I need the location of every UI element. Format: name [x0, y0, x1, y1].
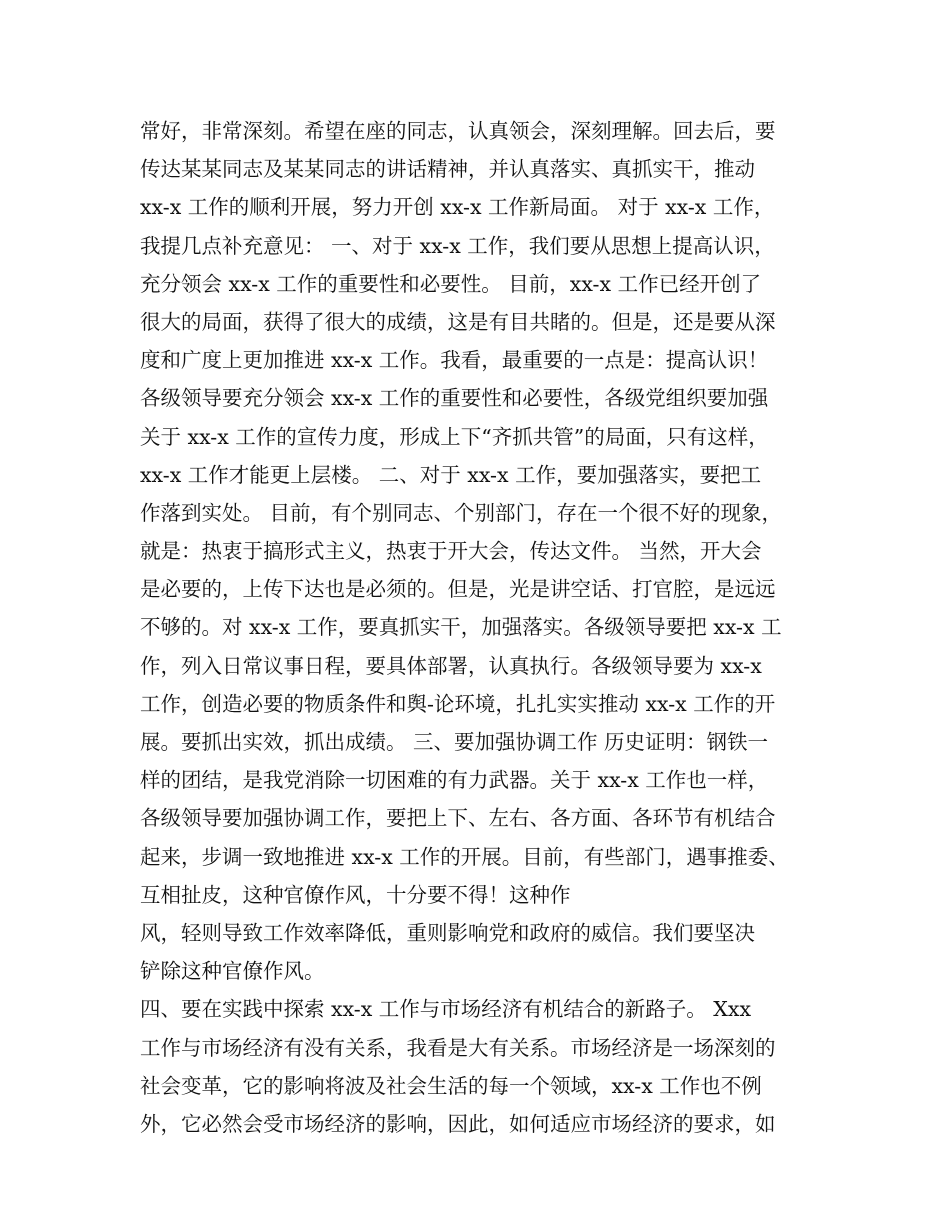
- text-line: 我提几点补充意见： 一、对于 xx-x 工作，我们要从思想上提高认识，: [140, 233, 775, 258]
- text-line: 铲除这种官僚作风。: [140, 959, 325, 984]
- text-line: xx-x 工作才能更上层楼。 二、对于 xx-x 工作，要加强落实，要把工: [140, 462, 762, 487]
- text-line: 样的团结，是我党消除一切困难的有力武器。关于 xx-x 工作也一样，: [140, 768, 769, 793]
- document-body: [140, 112, 830, 1143]
- text-line: 展。要抓出实效，抓出成绩。 三、要加强协调工作 历史证明：钢铁一: [140, 730, 769, 754]
- text-line: 就是：热衷于搞形式主义，热衷于开大会，传达文件。 当然，开大会: [140, 539, 762, 564]
- text-line: 四、要在实践中探索 xx-x 工作与市场经济有机结合的新路子。 Xxx: [140, 997, 752, 1022]
- text-line: xx-x 工作的顺利开展，努力开创 xx-x 工作新局面。 对于 xx-x 工作，: [140, 195, 775, 220]
- text-line: 传达某某同志及某某同志的讲话精神，并认真落实、真抓实干，推动: [140, 157, 755, 182]
- text-line: 作，列入日常议事日程，要具体部署，认真执行。各级领导要为 xx-x: [140, 653, 762, 678]
- text-line: 是必要的，上传下达也是必须的。但是，光是讲空话、打官腔，是远远: [140, 577, 776, 602]
- text-line: 风，轻则导致工作效率降低，重则影响党和政府的威信。我们要坚决: [140, 920, 755, 945]
- text-line: 起来，步调一致地推进 xx-x 工作的开展。目前，有些部门，遇事推委、: [140, 844, 789, 869]
- text-line: 关于 xx-x 工作的宣传力度，形成上下“齐抓共管”的局面，只有这样，: [140, 424, 769, 449]
- text-line: 不够的。对 xx-x 工作，要真抓实干，加强落实。各级领导要把 xx-x 工: [140, 615, 782, 640]
- text-line: 充分领会 xx-x 工作的重要性和必要性。 目前，xx-x 工作已经开创了: [140, 271, 762, 296]
- text-line: 互相扯皮，这种官僚作风，十分要不得！这种作: [140, 882, 571, 907]
- text-line: 工作，创造必要的物质条件和舆-论环境，扎扎实实推动 xx-x 工作的开: [140, 691, 776, 716]
- text-line: 常好，非常深刻。希望在座的同志，认真领会，深刻理解。回去后，要: [140, 119, 776, 143]
- text-line: 度和广度上更加推进 xx-x 工作。我看，最重要的一点是：提高认识！: [140, 348, 769, 373]
- text-line: 各级领导要加强协调工作，要把上下、左右、各方面、各环节有机结合: [140, 806, 776, 831]
- text-line: 很大的局面，获得了很大的成绩，这是有目共睹的。但是，还是要从深: [140, 309, 776, 334]
- text-line: 各级领导要充分领会 xx-x 工作的重要性和必要性，各级党组织要加强: [140, 386, 769, 411]
- text-line: 工作与市场经济有没有关系，我看是大有关系。市场经济是一场深刻的: [140, 1035, 776, 1060]
- text-line: 作落到实处。 目前，有个别同志、个别部门，存在一个很不好的现象，: [140, 500, 783, 525]
- text-line: 社会变革，它的影响将波及社会生活的每一个领域，xx-x 工作也不例: [140, 1073, 762, 1098]
- text-line: 外，它必然会受市场经济的影响，因此，如何适应市场经济的要求，如: [140, 1111, 776, 1136]
